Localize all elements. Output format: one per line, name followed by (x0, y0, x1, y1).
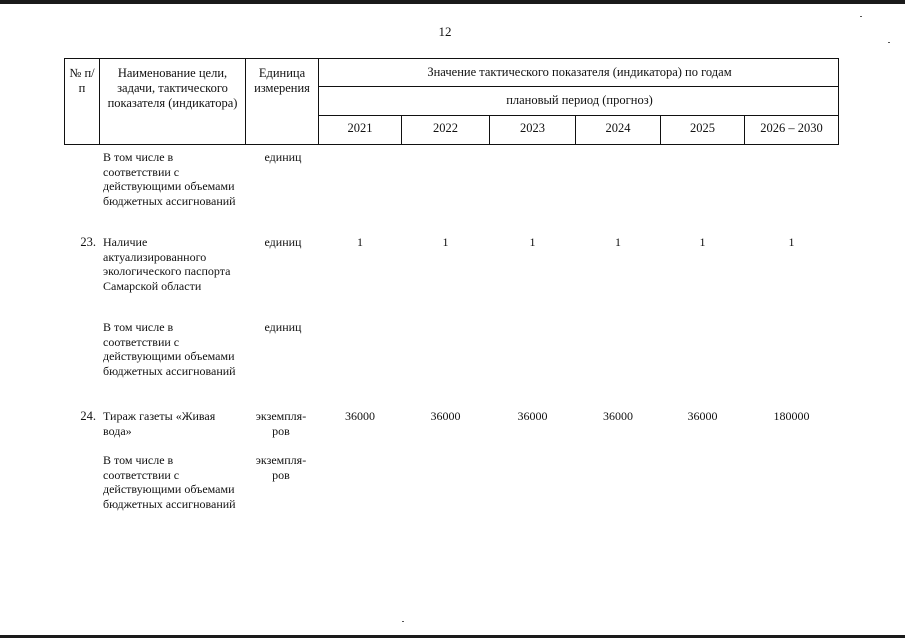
row-unit: единиц (264, 235, 302, 249)
row-name: Тираж газеты «Живая вода» (103, 409, 216, 438)
header-year-2025: 2025 (690, 121, 715, 135)
row-unit: экземпля-ров (255, 409, 307, 438)
header-year-2021: 2021 (347, 121, 373, 135)
header-name: Наименование цели, задачи, тактического показателя (индикатора) (107, 66, 238, 110)
row-name: В том числе в соответствии с действующими объемами бюджетных ассигнований (103, 150, 236, 209)
row-value-2025: 36000 (687, 409, 718, 423)
scan-bottom-edge (0, 635, 905, 638)
row-unit: единиц (264, 320, 302, 334)
header-year-2023: 2023 (520, 121, 545, 135)
row-value-2021: 1 (357, 235, 363, 249)
scan-top-edge (0, 0, 905, 4)
scan-speck (860, 16, 862, 17)
row-value-2023: 36000 (517, 409, 548, 423)
row-unit: экземпля-ров (255, 453, 307, 482)
row-name: Наличие актуализированного экологического паспорта Самарской области (103, 235, 231, 294)
row-value-2024: 36000 (603, 409, 633, 423)
row-name: В том числе в соответствии с действующими объемами бюджетных ассигнований (103, 453, 236, 512)
table-header (64, 58, 839, 145)
page-number: 12 (438, 24, 452, 39)
row-value-2021: 36000 (345, 409, 375, 423)
row-number: 24. (80, 409, 96, 423)
row-number: 23. (80, 235, 96, 249)
header-year-2024: 2024 (605, 121, 631, 135)
row-value-2026-2030: 180000 (773, 409, 810, 423)
header-year-2022: 2022 (433, 121, 458, 135)
header-values: Значение тактического показателя (индикатора) по годам (427, 65, 732, 79)
row-value-2022: 1 (442, 235, 449, 249)
row-value-2024: 1 (615, 235, 621, 249)
scan-speck (888, 42, 890, 43)
row-name: В том числе в соответствии с действующими объемами бюджетных ассигнований (103, 320, 236, 379)
header-year-2026-2030: 2026 – 2030 (760, 121, 823, 135)
row-value-2023: 1 (529, 235, 536, 249)
header-num: № п/п (69, 66, 95, 95)
header-period: плановый период (прогноз) (506, 93, 653, 107)
scan-speck (402, 621, 404, 622)
row-unit: единиц (264, 150, 302, 164)
row-value-2025: 1 (699, 235, 706, 249)
row-value-2022: 36000 (430, 409, 461, 423)
header-unit: Единица измерения (254, 66, 310, 95)
row-value-2026-2030: 1 (788, 235, 795, 249)
